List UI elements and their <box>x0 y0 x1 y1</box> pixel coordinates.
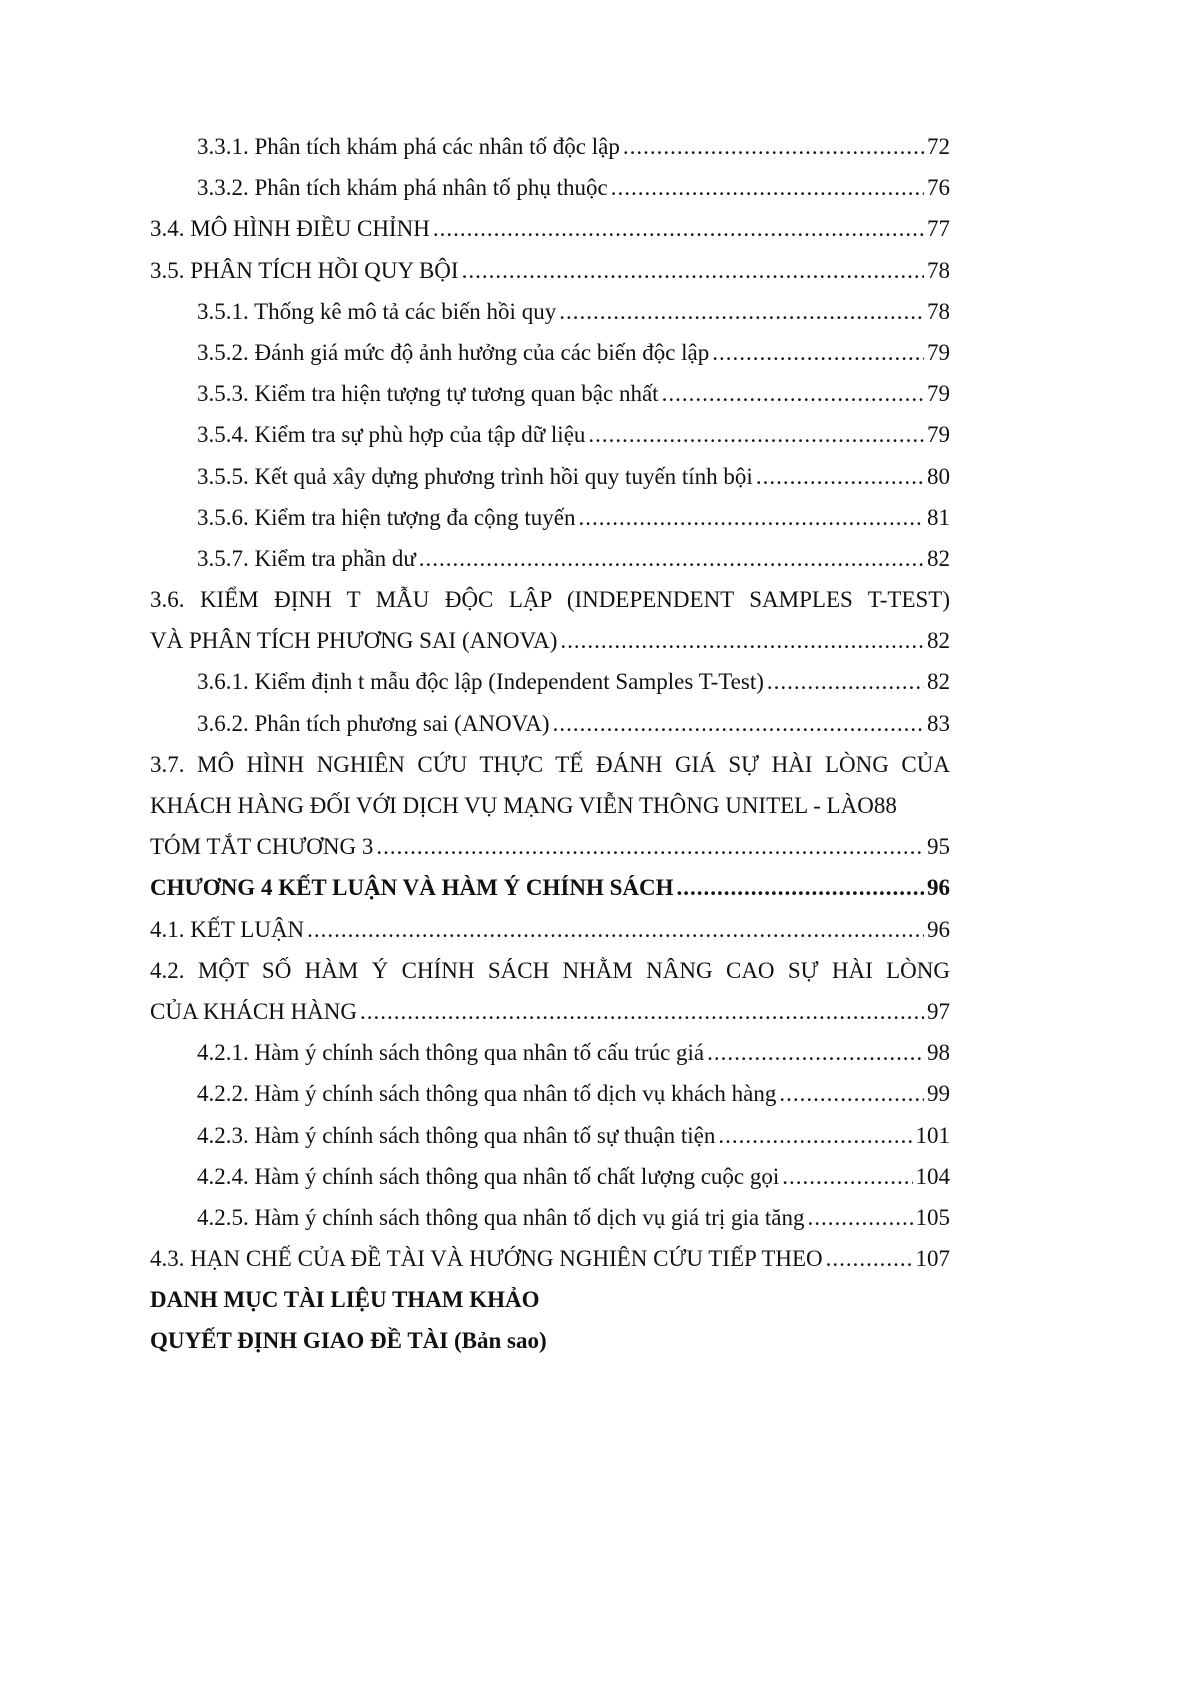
toc-entry-title: CHƯƠNG 4 KẾT LUẬN VÀ HÀM Ý CHÍNH SÁCH <box>150 875 674 901</box>
dot-leader <box>677 867 925 908</box>
dot-leader <box>360 991 924 1032</box>
toc-entry-page: 81 <box>927 504 950 530</box>
dot-leader <box>611 167 924 208</box>
toc-entry-3-7-line1[interactable] <box>150 744 950 785</box>
dot-leader <box>718 1115 912 1156</box>
toc-entry-title: 4.2.1. Hàm ý chính sách thông qua nhân tố cấu trúc giá <box>197 1040 705 1066</box>
table-of-contents <box>150 126 950 1362</box>
toc-entry-4-2-5[interactable] <box>150 1197 950 1238</box>
toc-entry-page: 96 <box>927 916 950 942</box>
toc-entry-title: 3.7. MÔ HÌNH NGHIÊN CỨU THỰC TẾ ĐÁNH GIÁ SỰ HÀI LÒNG CỦA <box>150 751 950 777</box>
toc-entry-page: 79 <box>927 422 950 448</box>
toc-entry-3-5-6[interactable] <box>150 497 950 538</box>
toc-entry-page: 98 <box>927 1040 950 1066</box>
toc-entry-page: 76 <box>927 175 950 201</box>
toc-entry-page: 78 <box>927 298 950 324</box>
toc-entry-3-5-2[interactable] <box>150 332 950 373</box>
toc-entry-4-2-3[interactable] <box>150 1115 950 1156</box>
dot-leader <box>307 909 924 950</box>
dot-leader <box>662 373 924 414</box>
toc-entry-title: 4.2.2. Hàm ý chính sách thông qua nhân tố dịch vụ khách hàng <box>197 1081 777 1107</box>
toc-entry-title: QUYẾT ĐỊNH GIAO ĐỀ TÀI (Bản sao) <box>150 1328 547 1354</box>
toc-entry-title: 3.6.2. Phân tích phương sai (ANOVA) <box>197 710 550 736</box>
toc-entry-4-2-4[interactable] <box>150 1156 950 1197</box>
toc-entry-title: 3.5.4. Kiểm tra sự phù hợp của tập dữ liệu <box>197 422 586 448</box>
toc-entry-title: 3.5.5. Kết quả xây dựng phương trình hồi quy tuyến tính bội <box>197 463 753 489</box>
toc-entry-title: 3.5.1. Thống kê mô tả các biến hồi quy <box>197 298 557 324</box>
toc-entry-page: 78 <box>927 257 950 283</box>
toc-entry-page: 104 <box>915 1163 950 1189</box>
dot-leader <box>779 1073 924 1114</box>
toc-entry-title: 3.6.1. Kiểm định t mẫu độc lập (Independent Samples T-Test) <box>197 669 764 695</box>
toc-entry-3-5-5[interactable] <box>150 456 950 497</box>
toc-entry-page: 96 <box>927 875 950 901</box>
dot-leader <box>707 1032 924 1073</box>
dot-leader <box>376 826 924 867</box>
toc-entry-title: 4.2.4. Hàm ý chính sách thông qua nhân tố chất lượng cuộc gọi <box>197 1163 780 1189</box>
toc-entry-chapter3-summary[interactable] <box>150 826 950 867</box>
toc-entry-title: TÓM TẮT CHƯƠNG 3 <box>150 834 374 860</box>
toc-entry-title: 4.2.3. Hàm ý chính sách thông qua nhân tố sự thuận tiện <box>197 1122 716 1148</box>
toc-entry-title: 4.3. HẠN CHẾ CỦA ĐỀ TÀI VÀ HƯỚNG NGHIÊN CỨU TIẾP THEO <box>150 1246 823 1272</box>
toc-entry-title: 3.5.7. Kiểm tra phần dư <box>197 545 416 571</box>
toc-entry-4-2-1[interactable] <box>150 1032 950 1073</box>
dot-leader <box>623 126 924 167</box>
toc-entry-page: 83 <box>927 710 950 736</box>
toc-entry-title: 4.1. KẾT LUẬN <box>150 916 305 942</box>
dot-leader <box>826 1238 913 1279</box>
toc-entry-title: 3.3.1. Phân tích khám phá các nhân tố độc lập <box>197 134 620 159</box>
toc-entry-3-6-2[interactable] <box>150 703 950 744</box>
toc-entry-page: 72 <box>927 134 950 159</box>
toc-entry-page: 99 <box>927 1081 950 1107</box>
dot-leader <box>579 497 925 538</box>
toc-entry-3-3-1[interactable] <box>150 126 950 167</box>
toc-entry-page: 97 <box>927 998 950 1024</box>
toc-entry-page: 95 <box>927 834 950 860</box>
toc-entry-3-6-line1[interactable] <box>150 579 950 620</box>
toc-entry-title-continued: KHÁCH HÀNG ĐỐI VỚI DỊCH VỤ MẠNG VIỄN THÔNG UNITEL - LÀO <box>150 793 874 818</box>
toc-entry-4-2-line2[interactable] <box>150 991 950 1032</box>
toc-entry-page: 105 <box>915 1204 950 1230</box>
toc-entry-3-5-3[interactable] <box>150 373 950 414</box>
toc-entry-page: 101 <box>915 1122 950 1148</box>
toc-entry-3-5-4[interactable] <box>150 414 950 455</box>
toc-entry-page: 79 <box>927 381 950 407</box>
toc-entry-3-6-1[interactable] <box>150 661 950 702</box>
toc-entry-4-2-2[interactable] <box>150 1073 950 1114</box>
dot-leader <box>462 250 924 291</box>
toc-entry-page: 80 <box>927 463 950 489</box>
toc-entry-3-5-1[interactable] <box>150 291 950 332</box>
toc-entry-page: 88 <box>873 793 897 818</box>
toc-entry-title: 3.5.2. Đánh giá mức độ ảnh hưởng của các biến độc lập <box>197 339 710 365</box>
toc-entry-title: 3.3.2. Phân tích khám phá nhân tố phụ thuộc <box>197 175 608 201</box>
dot-leader <box>559 291 924 332</box>
toc-entry-3-3-2[interactable] <box>150 167 950 208</box>
toc-entry-4-2-line1[interactable] <box>150 950 950 991</box>
toc-entry-page: 82 <box>927 669 950 695</box>
toc-entry-page: 77 <box>927 216 950 242</box>
dot-leader <box>782 1156 912 1197</box>
toc-entry-4-3[interactable] <box>150 1238 950 1279</box>
dot-leader <box>588 414 924 455</box>
toc-entry-title-continued: VÀ PHÂN TÍCH PHƯƠNG SAI (ANOVA) <box>150 628 558 654</box>
toc-entry-title: DANH MỤC TÀI LIỆU THAM KHẢO <box>150 1287 540 1313</box>
dot-leader <box>756 456 924 497</box>
dot-leader <box>560 620 924 661</box>
dot-leader <box>553 703 924 744</box>
toc-entry-page: 107 <box>915 1246 950 1272</box>
toc-entry-chapter-4[interactable] <box>150 867 950 908</box>
toc-entry-3-4[interactable] <box>150 208 950 249</box>
toc-entry-page: 82 <box>927 628 950 654</box>
toc-entry-page: 82 <box>927 545 950 571</box>
toc-entry-references[interactable] <box>150 1279 950 1320</box>
toc-entry-3-5-7[interactable] <box>150 538 950 579</box>
toc-entry-title: 3.4. MÔ HÌNH ĐIỀU CHỈNH <box>150 216 430 242</box>
toc-entry-title: 3.5.3. Kiểm tra hiện tượng tự tương quan bậc nhất <box>197 381 659 407</box>
toc-entry-3-7-line2[interactable] <box>150 785 950 826</box>
toc-entry-title-continued: CỦA KHÁCH HÀNG <box>150 998 358 1024</box>
toc-entry-title: 3.6. KIỂM ĐỊNH T MẪU ĐỘC LẬP (INDEPENDENT SAMPLES T-TEST) <box>150 587 950 613</box>
toc-entry-3-5[interactable] <box>150 250 950 291</box>
toc-entry-3-6-line2[interactable] <box>150 620 950 661</box>
dot-leader <box>712 332 924 373</box>
dot-leader <box>433 208 924 249</box>
toc-entry-page: 79 <box>927 339 950 365</box>
dot-leader <box>807 1197 912 1238</box>
toc-entry-title: 3.5.6. Kiểm tra hiện tượng đa cộng tuyến <box>197 504 576 530</box>
toc-entry-assignment-decision[interactable] <box>150 1320 950 1361</box>
toc-entry-title: 3.5. PHÂN TÍCH HỒI QUY BỘI <box>150 257 459 283</box>
dot-leader <box>767 661 924 702</box>
toc-entry-title: 4.2. MỘT SỐ HÀM Ý CHÍNH SÁCH NHẰM NÂNG CAO SỰ HÀI LÒNG <box>150 957 950 983</box>
toc-entry-4-1[interactable] <box>150 909 950 950</box>
toc-entry-title: 4.2.5. Hàm ý chính sách thông qua nhân tố dịch vụ giá trị gia tăng <box>197 1204 805 1230</box>
dot-leader <box>419 538 924 579</box>
